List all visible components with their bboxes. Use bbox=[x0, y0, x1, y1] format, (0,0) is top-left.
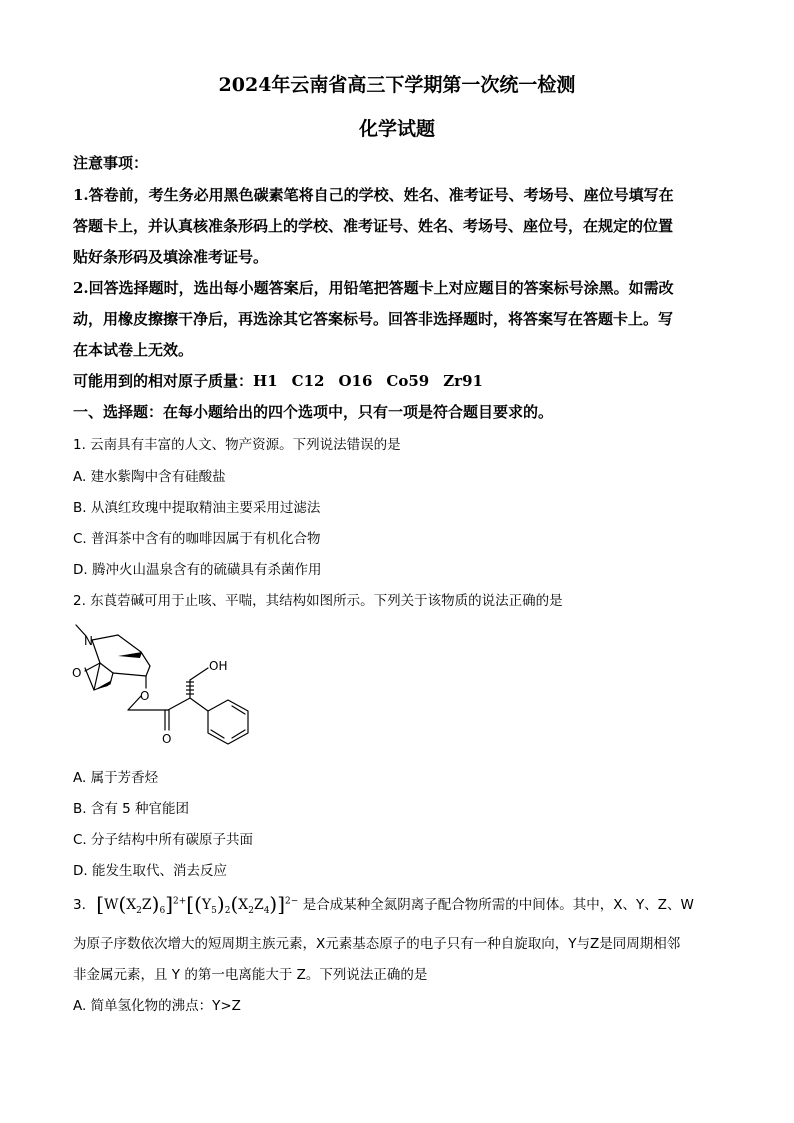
f-y: Y bbox=[201, 897, 212, 913]
q3-stem-line2: 为原子序数依次增大的短周期主族元素，X元素基态原子的电子只有一种自旋取向，Y与Z是同周期相邻 bbox=[73, 936, 681, 952]
exam-subtitle: 化学试题 bbox=[358, 118, 435, 140]
q2-option-d: D. 能发生取代、消去反应 bbox=[73, 863, 227, 879]
q1-option-d: D. 腾冲火山温泉含有的硫磺具有杀菌作用 bbox=[73, 562, 322, 578]
f-sub-2a: 2 bbox=[136, 905, 142, 916]
q3-stem-line1 bbox=[73, 892, 723, 916]
label-o-ring: O bbox=[72, 666, 82, 680]
f-sub-4: 4 bbox=[263, 905, 270, 916]
f-sub-6: 6 bbox=[159, 905, 166, 916]
q3-option-a: A. 简单氢化物的沸点：Y>Z bbox=[73, 998, 241, 1014]
q3-stem-tail: 是合成某种全氮阴离子配合物所需的中间体。其中，X、Y、Z、W bbox=[302, 897, 694, 913]
notice-item1-line1: 1.答卷前，考生务必用黑色碳素笔将自己的学校、姓名、准考证号、考场号、座位号填写在 bbox=[73, 186, 674, 204]
f-sub-2c: 2 bbox=[248, 905, 254, 916]
atomic-mass-line bbox=[73, 370, 723, 391]
notice-item2-line1: 2.回答选择题时，选出每小题答案后，用铅笔把答题卡上对应题目的答案标号涂黑。如需改 bbox=[73, 279, 674, 297]
atomic-mass-label: 可能用到的相对原子质量： bbox=[73, 372, 254, 390]
section1-heading: 一、选择题：在每小题给出的四个选项中，只有一项是符合题目要求的。 bbox=[73, 403, 554, 421]
label-n: N bbox=[84, 634, 93, 648]
q1-option-a: A. 建水紫陶中含有硅酸盐 bbox=[73, 469, 226, 485]
f-charge-pos: 2+ bbox=[173, 896, 187, 907]
q3-formula: $[W(X_2Z)_6]^{2+}[(Y_5)_2(X_2Z_4)]^{2-}$ bbox=[96, 892, 299, 916]
mass-o: O16 bbox=[338, 372, 373, 390]
notice-item1-line3: 贴好条形码及填涂准考证号。 bbox=[73, 248, 269, 266]
label-oh: OH bbox=[209, 659, 228, 673]
q1-stem: 1. 云南具有丰富的人文、物产资源。下列说法错误的是 bbox=[73, 437, 401, 453]
scopolamine-structure bbox=[68, 618, 268, 753]
q1-option-c: C. 普洱茶中含有的咖啡因属于有机化合物 bbox=[73, 531, 321, 547]
q2-stem: 2. 东莨菪碱可用于止咳、平喘，其结构如图所示。下列关于该物质的说法正确的是 bbox=[73, 593, 563, 609]
notice-item2-line2: 动，用橡皮擦擦干净后，再选涂其它答案标号。回答非选择题时，将答案写在答题卡上。写 bbox=[73, 310, 674, 328]
f-charge-neg: 2− bbox=[285, 896, 299, 907]
f-w: W bbox=[104, 897, 119, 913]
q2-option-c: C. 分子结构中所有碳原子共面 bbox=[73, 832, 254, 848]
notice-item1-line2: 答题卡上，并认真核准条形码上的学校、准考证号、姓名、考场号、座位号，在规定的位置 bbox=[73, 217, 674, 235]
label-o-ester: O bbox=[140, 689, 150, 703]
q1-option-b: B. 从滇红玫瑰中提取精油主要采用过滤法 bbox=[73, 500, 321, 516]
f-x1: X bbox=[126, 897, 137, 913]
mass-h: H1 bbox=[253, 372, 278, 390]
notice-heading: 注意事项： bbox=[73, 154, 149, 172]
q2-option-a: A. 属于芳香烃 bbox=[73, 770, 159, 786]
q3-stem-line3: 非金属元素，且 Y 的第一电离能大于 Z。下列说法正确的是 bbox=[73, 967, 428, 983]
mass-co: Co59 bbox=[386, 372, 430, 390]
notice-item2-line3: 在本试卷上无效。 bbox=[73, 341, 194, 359]
f-x2: X bbox=[238, 897, 249, 913]
f-z2: Z bbox=[253, 897, 264, 913]
q2-option-b: B. 含有 5 种官能团 bbox=[73, 801, 190, 817]
f-sub-2b: 2 bbox=[224, 905, 231, 916]
f-sub-5: 5 bbox=[211, 905, 217, 916]
q3-number: 3. bbox=[73, 897, 86, 913]
label-o-carbonyl: O bbox=[162, 732, 172, 746]
mass-zr: Zr91 bbox=[443, 372, 483, 390]
mass-c: C12 bbox=[291, 372, 325, 390]
exam-title: 2024年云南省高三下学期第一次统一检测 bbox=[218, 74, 576, 96]
f-z1: Z bbox=[141, 897, 152, 913]
